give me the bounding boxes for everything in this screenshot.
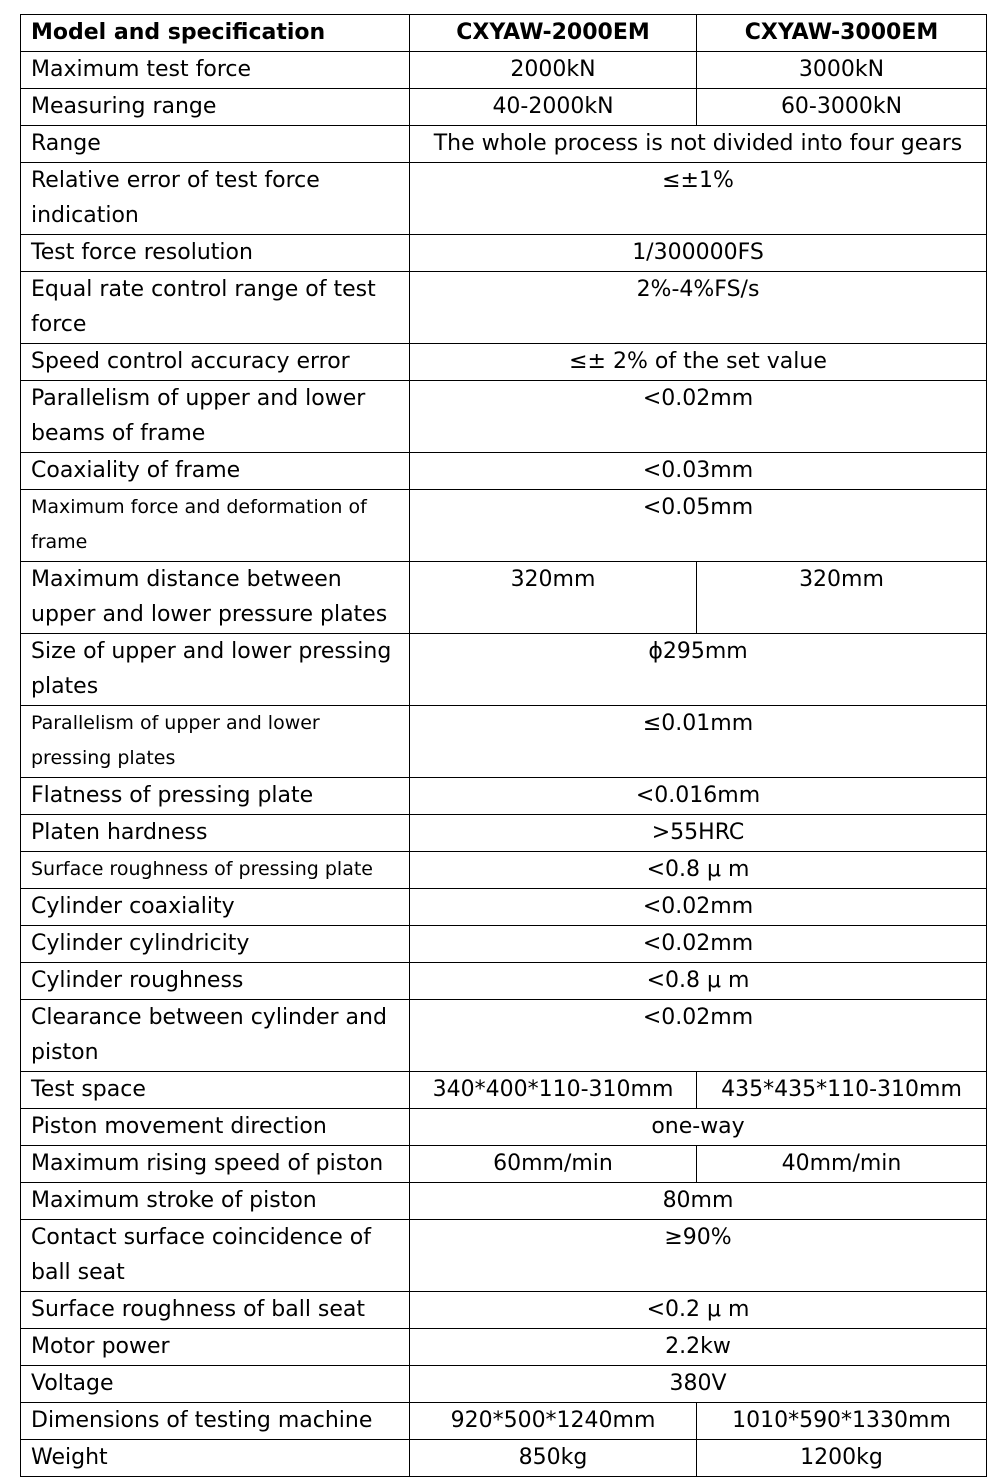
value-model-2: 1010*590*1330mm	[697, 1403, 987, 1440]
table-row	[21, 706, 987, 778]
table-row	[21, 1440, 987, 1477]
table-row	[21, 889, 987, 926]
row-label: Relative error of test force indication	[21, 163, 410, 235]
table-row	[21, 1109, 987, 1146]
table-row	[21, 52, 987, 89]
row-label: Flatness of pressing plate	[21, 778, 410, 815]
row-label: Weight	[21, 1440, 410, 1477]
shared-value: <0.02mm	[410, 926, 987, 963]
table-row	[21, 1292, 987, 1329]
row-label: Dimensions of testing machine	[21, 1403, 410, 1440]
table-header-row	[21, 15, 987, 52]
value-model-2: 435*435*110-310mm	[697, 1072, 987, 1109]
shared-value: 2%-4%FS/s	[410, 272, 987, 344]
row-label: Test space	[21, 1072, 410, 1109]
shared-value: ϕ295mm	[410, 634, 987, 706]
header-model-1: CXYAW-2000EM	[410, 15, 697, 52]
shared-value: <0.8 μ m	[410, 963, 987, 1000]
value-model-1: 920*500*1240mm	[410, 1403, 697, 1440]
row-label: Measuring range	[21, 89, 410, 126]
value-model-2: 60-3000kN	[697, 89, 987, 126]
value-model-1: 2000kN	[410, 52, 697, 89]
row-label: Equal rate control range of test force	[21, 272, 410, 344]
row-label: Contact surface coincidence of ball seat	[21, 1220, 410, 1292]
row-label: Parallelism of upper and lower pressing plates	[21, 706, 410, 778]
value-model-2: 3000kN	[697, 52, 987, 89]
table-row	[21, 1000, 987, 1072]
shared-value: ≤±1%	[410, 163, 987, 235]
table-row	[21, 1329, 987, 1366]
shared-value: 2.2kw	[410, 1329, 987, 1366]
table-row	[21, 1146, 987, 1183]
shared-value: <0.02mm	[410, 889, 987, 926]
row-label: Surface roughness of pressing plate	[21, 852, 410, 889]
value-model-1: 60mm/min	[410, 1146, 697, 1183]
shared-value: >55HRC	[410, 815, 987, 852]
shared-value: ≥90%	[410, 1220, 987, 1292]
shared-value: one-way	[410, 1109, 987, 1146]
shared-value: 380V	[410, 1366, 987, 1403]
row-label: Maximum distance between upper and lower pressure plates	[21, 562, 410, 634]
table-row	[21, 1183, 987, 1220]
table-row	[21, 1366, 987, 1403]
table-row	[21, 634, 987, 706]
shared-value: 80mm	[410, 1183, 987, 1220]
header-label-cell: Model and specification	[21, 15, 410, 52]
row-label: Cylinder roughness	[21, 963, 410, 1000]
value-model-1: 850kg	[410, 1440, 697, 1477]
table-row	[21, 126, 987, 163]
table-row	[21, 852, 987, 889]
value-model-2: 1200kg	[697, 1440, 987, 1477]
header-model-2: CXYAW-3000EM	[697, 15, 987, 52]
row-label: Maximum stroke of piston	[21, 1183, 410, 1220]
table-row	[21, 562, 987, 634]
table-row	[21, 1220, 987, 1292]
table-row	[21, 272, 987, 344]
table-row	[21, 453, 987, 490]
row-label: Surface roughness of ball seat	[21, 1292, 410, 1329]
table-row	[21, 778, 987, 815]
shared-value: 1/300000FS	[410, 235, 987, 272]
row-label: Maximum rising speed of piston	[21, 1146, 410, 1183]
table-row	[21, 490, 987, 562]
shared-value: ≤0.01mm	[410, 706, 987, 778]
row-label: Parallelism of upper and lower beams of frame	[21, 381, 410, 453]
row-label: Piston movement direction	[21, 1109, 410, 1146]
row-label: Coaxiality of frame	[21, 453, 410, 490]
shared-value: <0.05mm	[410, 490, 987, 562]
table-row	[21, 815, 987, 852]
shared-value: ≤± 2% of the set value	[410, 344, 987, 381]
shared-value: <0.8 μ m	[410, 852, 987, 889]
value-model-2: 320mm	[697, 562, 987, 634]
table-row	[21, 235, 987, 272]
shared-value: <0.016mm	[410, 778, 987, 815]
shared-value: <0.03mm	[410, 453, 987, 490]
row-label: Cylinder cylindricity	[21, 926, 410, 963]
table-row	[21, 1403, 987, 1440]
value-model-1: 40-2000kN	[410, 89, 697, 126]
shared-value: The whole process is not divided into four gears	[410, 126, 987, 163]
specification-table	[20, 14, 987, 1477]
value-model-1: 320mm	[410, 562, 697, 634]
shared-value: <0.02mm	[410, 381, 987, 453]
row-label: Cylinder coaxiality	[21, 889, 410, 926]
row-label: Test force resolution	[21, 235, 410, 272]
shared-value: <0.02mm	[410, 1000, 987, 1072]
table-row	[21, 163, 987, 235]
row-label: Maximum force and deformation of frame	[21, 490, 410, 562]
row-label: Clearance between cylinder and piston	[21, 1000, 410, 1072]
row-label: Speed control accuracy error	[21, 344, 410, 381]
table-row	[21, 926, 987, 963]
table-row	[21, 344, 987, 381]
table-row	[21, 381, 987, 453]
table-row	[21, 963, 987, 1000]
row-label: Motor power	[21, 1329, 410, 1366]
row-label: Range	[21, 126, 410, 163]
table-row	[21, 1072, 987, 1109]
value-model-2: 40mm/min	[697, 1146, 987, 1183]
row-label: Maximum test force	[21, 52, 410, 89]
table-row	[21, 89, 987, 126]
shared-value: <0.2 μ m	[410, 1292, 987, 1329]
row-label: Platen hardness	[21, 815, 410, 852]
value-model-1: 340*400*110-310mm	[410, 1072, 697, 1109]
row-label: Voltage	[21, 1366, 410, 1403]
row-label: Size of upper and lower pressing plates	[21, 634, 410, 706]
